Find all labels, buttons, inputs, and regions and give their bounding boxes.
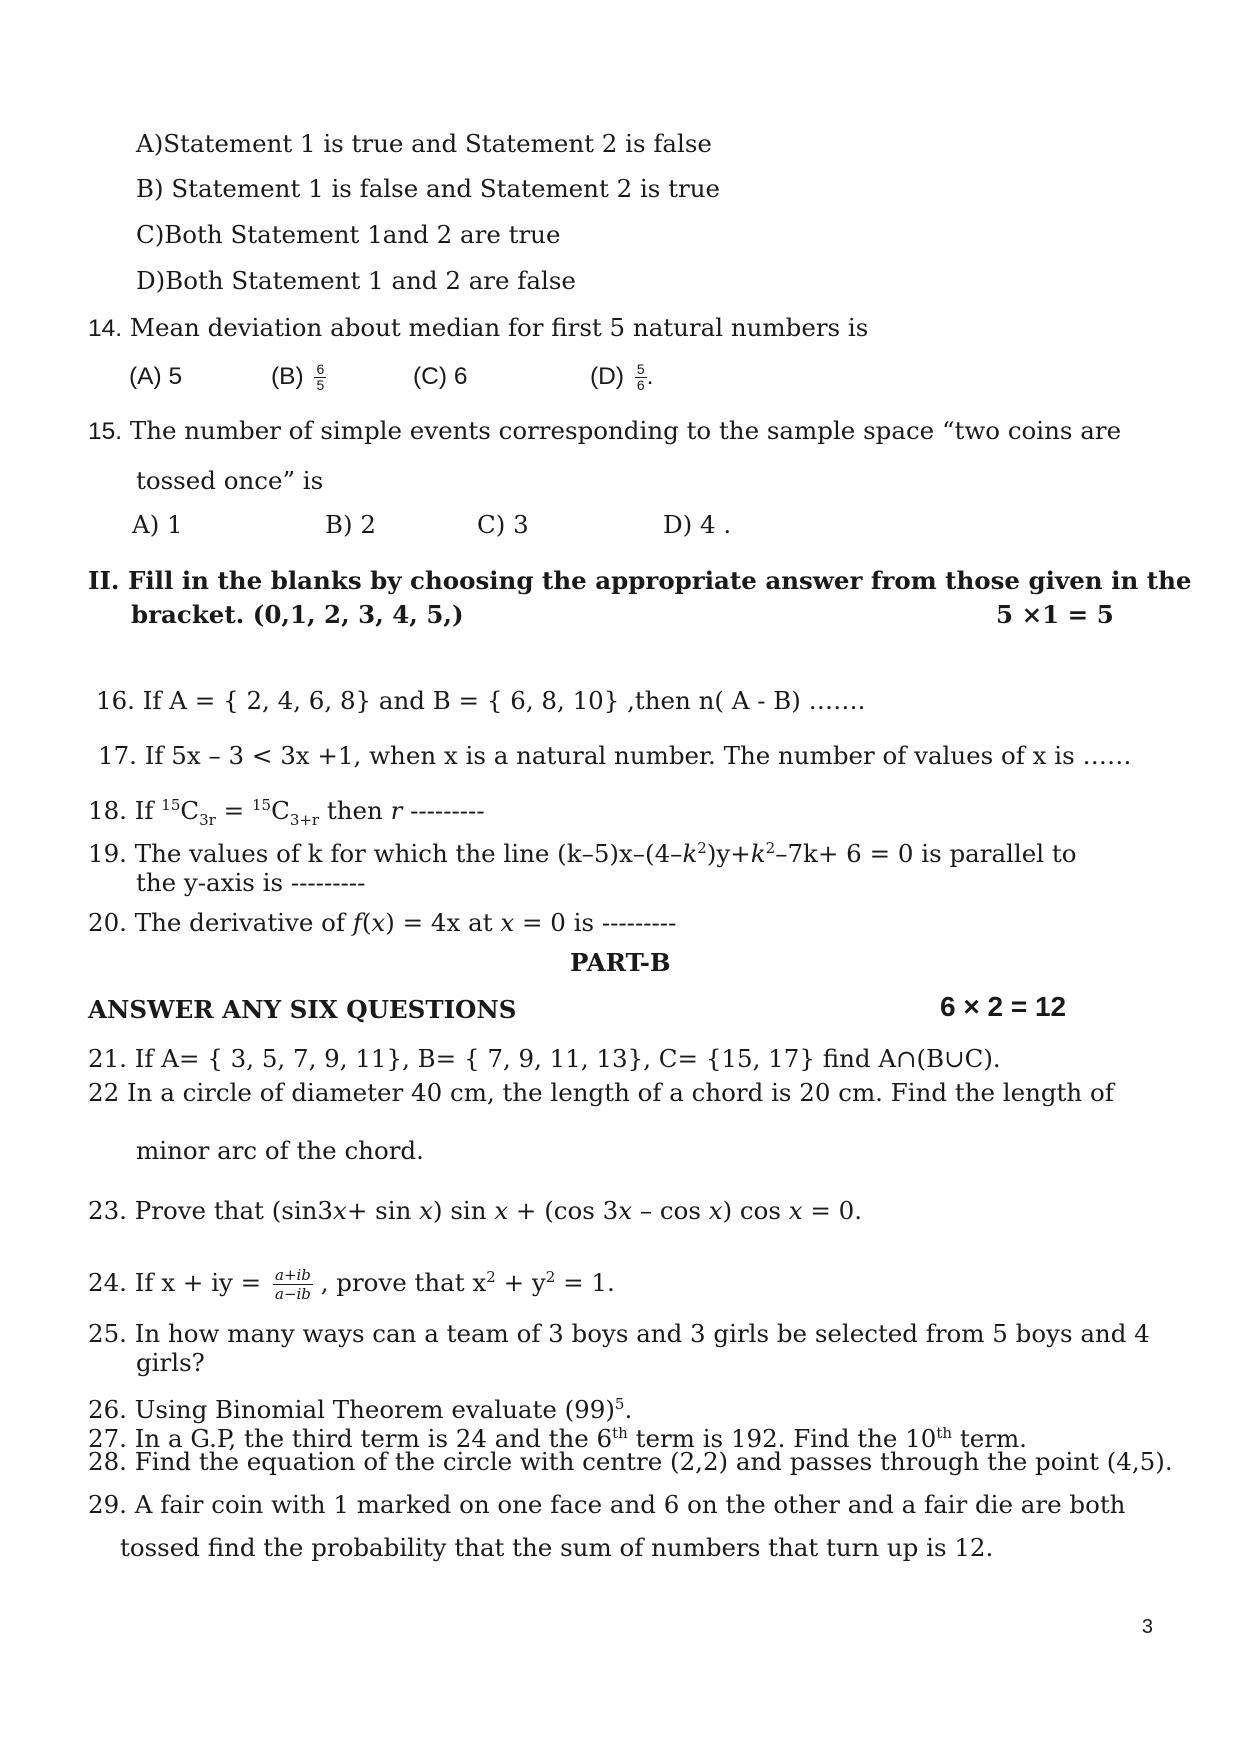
text: + (cos 3 <box>508 1196 619 1225</box>
question-29: 29. A fair coin with 1 marked on one face and 6 on the other and a fair die are both <box>88 1490 1126 1519</box>
fraction <box>635 362 647 393</box>
question-15-line2: tossed once” is <box>136 466 324 495</box>
variable: x <box>708 1196 723 1225</box>
superscript: 15 <box>251 796 272 814</box>
question-28: 28. Find the equation of the circle with centre (2,2) and passes through the point (4,5). <box>88 1447 1173 1476</box>
q15-option-a: A) 1 <box>132 510 183 539</box>
text: then <box>319 796 391 826</box>
numerator: a+ib <box>275 1266 311 1285</box>
variable: x <box>494 1196 509 1225</box>
superscript: 2 <box>545 1268 556 1286</box>
text: – cos <box>632 1196 709 1225</box>
variable: x <box>618 1196 633 1225</box>
superscript: 2 <box>486 1268 496 1286</box>
superscript: 2 <box>765 839 776 857</box>
text: = 1. <box>555 1268 615 1298</box>
subscript: 3r <box>199 811 216 830</box>
text: C <box>271 796 290 826</box>
question-20 <box>88 908 676 938</box>
question-19 <box>88 833 1076 869</box>
question-22-line2: minor arc of the chord. <box>136 1136 424 1165</box>
q13-option-c: C)Both Statement 1and 2 are true <box>136 220 561 249</box>
text: 20. The derivative of <box>88 908 353 937</box>
superscript: th <box>612 1424 628 1442</box>
superscript: 15 <box>161 796 181 814</box>
part-b-instruction: ANSWER ANY SIX QUESTIONS <box>88 995 517 1024</box>
subscript: 3+r <box>289 811 320 830</box>
text: 26. Using Binomial Theorem evaluate (99) <box>88 1395 615 1425</box>
question-16: 16. If A = { 2, 4, 6, 8} and B = { 6, 8, 10} ,then n( A - B) ……. <box>96 686 866 715</box>
question-25: 25. In how many ways can a team of 3 boys and 3 girls be selected from 5 boys and 4 <box>88 1319 1150 1348</box>
q14-option-c: (C) 6 <box>413 363 468 390</box>
variable: k <box>750 839 766 869</box>
text: 23. Prove that (sin3 <box>88 1196 334 1225</box>
text: ( <box>361 908 372 937</box>
text: + y <box>495 1268 546 1298</box>
q15-option-c: C) 3 <box>477 510 529 539</box>
text: = 0. <box>802 1196 863 1225</box>
q14-option-a: (A) 5 <box>129 363 183 390</box>
denominator: 5 <box>316 377 325 394</box>
fraction <box>273 1266 313 1303</box>
variable: x <box>371 908 386 937</box>
superscript: th <box>936 1424 953 1442</box>
text: 19. The values of k for which the line (k–5)x–(4– <box>88 839 683 869</box>
text: term. <box>952 1424 1027 1454</box>
page-number: 3 <box>1141 1616 1153 1638</box>
question-text: The number of simple events corresponding to the sample space “two coins are <box>129 416 1122 445</box>
variable: x <box>419 1196 433 1225</box>
text: = 0 is --------- <box>514 908 677 937</box>
q13-option-a: A)Statement 1 is true and Statement 2 is false <box>136 129 712 158</box>
text: 24. If x + iy = <box>88 1268 269 1298</box>
superscript: 2 <box>697 839 707 857</box>
question-19-line2: the y-axis is --------- <box>136 868 366 897</box>
denominator: 6 <box>636 377 645 394</box>
text: ) sin <box>432 1196 495 1225</box>
fraction <box>314 362 326 393</box>
variable: x <box>500 908 515 937</box>
numerator: 6 <box>316 361 325 378</box>
text: term is 192. Find the 10 <box>627 1424 937 1454</box>
question-29-line2: tossed find the probability that the sum of numbers that turn up is 12. <box>120 1533 994 1562</box>
question-25-line2: girls? <box>136 1348 205 1377</box>
question-22: 22 In a circle of diameter 40 cm, the length of a chord is 20 cm. Find the length of <box>88 1078 1114 1107</box>
question-number: 15. <box>88 418 123 445</box>
question-number: 14. <box>88 315 123 342</box>
text: C <box>180 796 200 826</box>
part-b-marks: 6 × 2 = 12 <box>940 991 1067 1022</box>
text: ) cos <box>722 1196 789 1225</box>
text: )y+ <box>706 839 751 869</box>
question-15 <box>88 416 1121 447</box>
variable: x <box>333 1196 347 1225</box>
question-23 <box>88 1196 862 1226</box>
denominator: a−ib <box>275 1285 311 1304</box>
blank: --------- <box>402 796 485 826</box>
q15-option-b: B) 2 <box>325 510 376 539</box>
variable: f <box>352 908 362 937</box>
text: 18. If <box>88 796 162 826</box>
variable: k <box>682 839 698 869</box>
question-14 <box>88 313 868 344</box>
text: ) = 4x at <box>385 908 501 937</box>
question-18 <box>88 790 485 835</box>
section-2-marks: 5 ×1 = 5 <box>996 600 1114 629</box>
q14-option-d <box>590 362 653 393</box>
section-2-heading-line2: bracket. (0,1, 2, 3, 4, 5,) <box>131 600 464 629</box>
q13-option-b: B) Statement 1 is false and Statement 2 is true <box>136 174 721 203</box>
period: . <box>646 363 654 390</box>
q13-option-d: D)Both Statement 1 and 2 are false <box>136 266 576 295</box>
text: . <box>624 1395 633 1425</box>
text: = <box>215 796 252 826</box>
question-text: Mean deviation about median for first 5 natural numbers is <box>129 313 869 342</box>
text: , prove that x <box>312 1268 487 1298</box>
section-2-heading: II. Fill in the blanks by choosing the appropriate answer from those given in the <box>88 566 1192 595</box>
q15-option-d: D) 4 . <box>663 510 732 539</box>
superscript: 5 <box>614 1395 625 1413</box>
text: + sin <box>346 1196 420 1225</box>
question-17: 17. If 5x – 3 < 3x +1, when x is a natural number. The number of values of x is …… <box>98 741 1132 770</box>
part-b-title: PART-B <box>570 948 671 977</box>
variable: x <box>788 1196 803 1225</box>
question-21: 21. If A= { 3, 5, 7, 9, 11}, B= { 7, 9, 11, 13}, C= {15, 17} find A∩(B∪C). <box>88 1044 1001 1073</box>
text: –7k+ 6 = 0 is parallel to <box>775 839 1077 869</box>
variable: r <box>390 796 403 826</box>
numerator: 5 <box>636 361 645 378</box>
q14-option-b <box>271 362 326 393</box>
option-label: (B) <box>271 363 304 390</box>
text: 27. In a G.P, the third term is 24 and the 6 <box>88 1424 613 1454</box>
question-24 <box>88 1262 615 1303</box>
option-label: (D) <box>590 363 625 390</box>
